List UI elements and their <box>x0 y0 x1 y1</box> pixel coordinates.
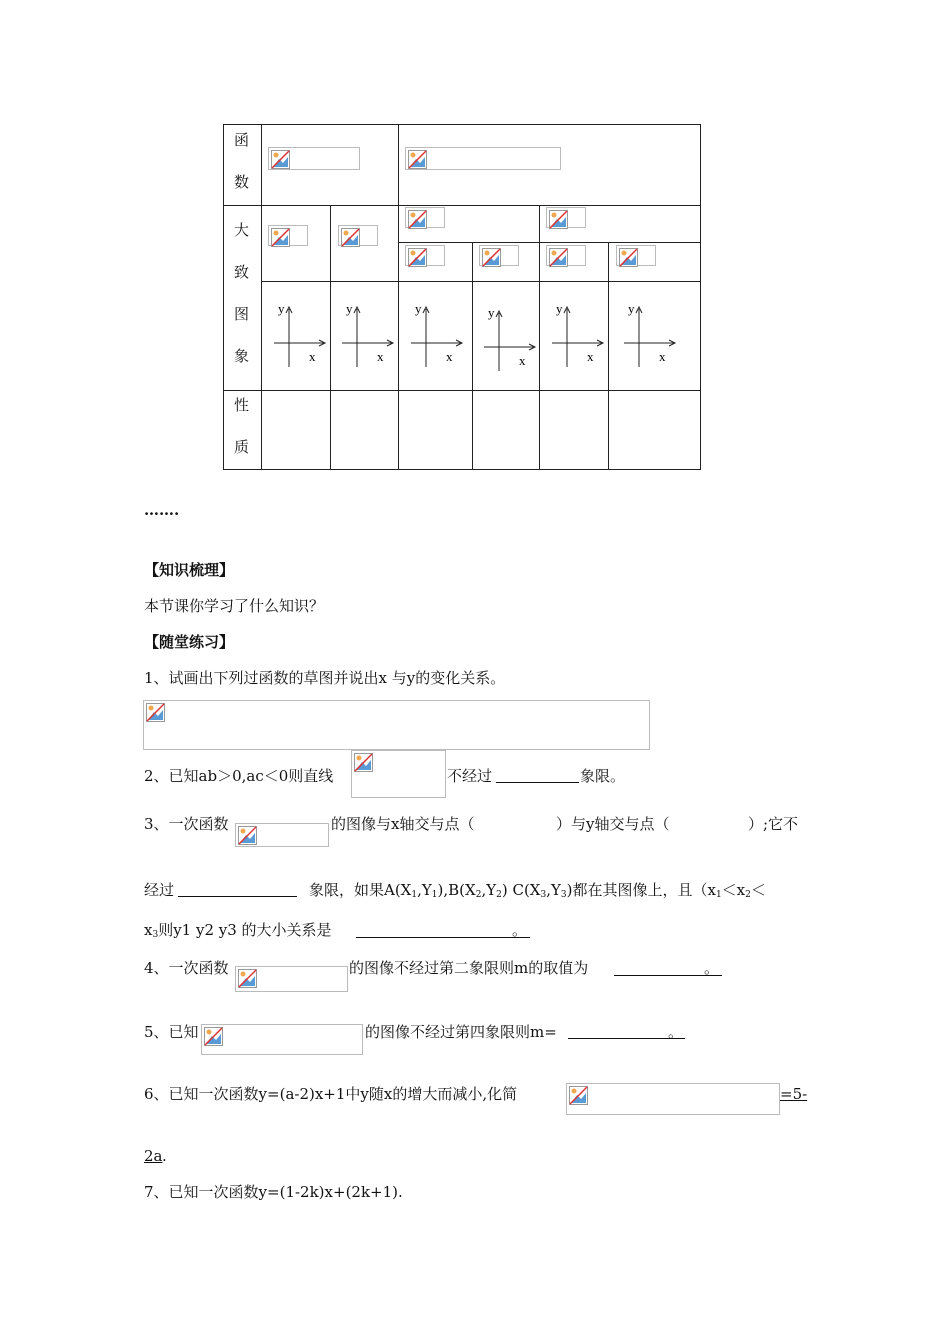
x-axis-label: x <box>519 353 526 368</box>
question-2-text: 2、已知ab＞0,ac＜0则直线 <box>144 767 334 785</box>
label-char: 性 <box>234 396 250 414</box>
question-2-text: 象限。 <box>580 767 626 785</box>
question-6-text: . <box>162 1147 167 1165</box>
question-5-text: 。 <box>668 1023 684 1041</box>
broken-image-icon <box>569 1086 588 1105</box>
table-line <box>224 390 700 391</box>
y-axis-label: y <box>346 301 353 316</box>
x-axis-label: x <box>377 349 384 364</box>
label-char: 致 <box>234 263 250 281</box>
formula-image <box>201 1024 363 1055</box>
formula-image <box>338 225 378 246</box>
broken-image-icon <box>204 1027 223 1046</box>
x-axis-label: x <box>659 349 666 364</box>
question-4-text: 4、一次函数 <box>144 959 229 977</box>
table-line <box>224 205 700 206</box>
answer-blank[interactable] <box>496 782 579 783</box>
broken-image-icon <box>238 826 257 845</box>
x-axis-label: x <box>587 349 594 364</box>
axis-sketch <box>618 297 688 387</box>
formula-image <box>566 1083 780 1115</box>
broken-image-icon <box>146 703 165 722</box>
y-axis-label: y <box>628 301 635 316</box>
answer-blank[interactable] <box>356 937 530 938</box>
question-3-text: ）与y轴交与点（ <box>556 815 670 833</box>
formula-image <box>351 750 446 798</box>
y-axis-label: y <box>556 301 563 316</box>
broken-image-icon <box>238 969 257 988</box>
question-4-text: 。 <box>704 959 720 977</box>
y-axis-label: y <box>488 305 495 320</box>
x-axis-label: x <box>309 349 316 364</box>
axis-sketch <box>546 297 616 387</box>
formula-image <box>235 966 348 992</box>
label-char: 图 <box>234 305 250 323</box>
label-char: 质 <box>234 438 250 456</box>
question-1: 1、试画出下列过函数的草图并说出x 与y的变化关系。 <box>144 669 506 687</box>
function-table <box>223 124 701 470</box>
label-char: 数 <box>234 173 250 191</box>
order-text: 则y1 y2 y3 的大小关系是 <box>158 921 332 939</box>
practice-title: 【随堂练习】 <box>144 633 235 651</box>
formula-image <box>546 245 586 266</box>
question-6-text: 6、已知一次函数y=(a-2)x+1中y随x的增大而减小,化简 <box>144 1085 518 1103</box>
row-label-property <box>234 398 249 455</box>
question-2-text: 不经过 <box>447 767 493 785</box>
label-char: 象 <box>234 347 250 365</box>
point-text: 象限，如果A(X <box>309 881 412 899</box>
question-7: 7、已知一次函数y=(1-2k)x+(2k+1). <box>144 1183 403 1201</box>
question-4-text: 的图像不经过第二象限则m的取值为 <box>349 959 589 977</box>
broken-image-icon <box>482 248 501 267</box>
table-line <box>261 281 700 282</box>
broken-image-icon <box>549 248 568 267</box>
formula-image <box>268 147 360 170</box>
x-axis-label: x <box>446 349 453 364</box>
knowledge-question: 本节课你学习了什么知识？ <box>144 597 325 615</box>
formula-image <box>268 225 308 246</box>
formula-image <box>546 207 586 228</box>
broken-image-icon <box>619 248 638 267</box>
question-6-answer: 2a <box>144 1147 163 1165</box>
formula-image <box>405 207 445 228</box>
formula-image <box>235 823 329 847</box>
axis-sketch <box>336 297 406 387</box>
axis-sketch <box>268 297 338 387</box>
row-label-graph <box>234 223 249 364</box>
label-char: 函 <box>234 131 250 149</box>
broken-image-icon <box>354 753 373 772</box>
answer-blank[interactable] <box>178 896 297 897</box>
question-3-points: 象限，如果$A(X_1,Y_1),B(X_2,Y_2)$ $C(X_3,Y_3)$都在其图像上，且（$x_1<x_2<$ <box>309 881 766 900</box>
broken-image-icon <box>408 210 427 229</box>
broken-image-icon <box>408 248 427 267</box>
question-5-text: 5、已知 <box>144 1023 199 1041</box>
formula-image <box>405 245 445 266</box>
question-3-text: 经过 <box>144 881 175 899</box>
y-axis-label: y <box>415 301 422 316</box>
table-line <box>261 125 262 469</box>
broken-image-icon <box>341 228 360 247</box>
knowledge-title: 【知识梳理】 <box>144 561 235 579</box>
question-3-text: 3、一次函数 <box>144 815 229 833</box>
question-5-text: 的图像不经过第四象限则m= <box>365 1023 557 1041</box>
question-3-text: 。 <box>512 921 528 939</box>
axis-sketch <box>405 297 475 387</box>
table-line <box>398 242 700 243</box>
axis-sketch <box>478 301 548 391</box>
row-label-function <box>234 133 249 190</box>
broken-image-icon <box>549 210 568 229</box>
formula-image <box>479 245 519 266</box>
broken-image-icon <box>408 150 427 169</box>
broken-image-icon <box>271 150 290 169</box>
ellipsis: ……. <box>144 501 180 519</box>
question-6-answer: =5- <box>780 1085 808 1103</box>
formula-image <box>143 700 650 750</box>
question-3-text: ）;它不 <box>748 815 799 833</box>
question-3-text: 的图像与x轴交与点（ <box>331 815 475 833</box>
question-3-order: $x_3$则y1 y2 y3 的大小关系是 <box>144 921 332 940</box>
y-axis-label: y <box>278 301 285 316</box>
formula-image <box>405 147 561 170</box>
label-char: 大 <box>234 221 250 239</box>
broken-image-icon <box>271 228 290 247</box>
formula-image <box>616 245 656 266</box>
